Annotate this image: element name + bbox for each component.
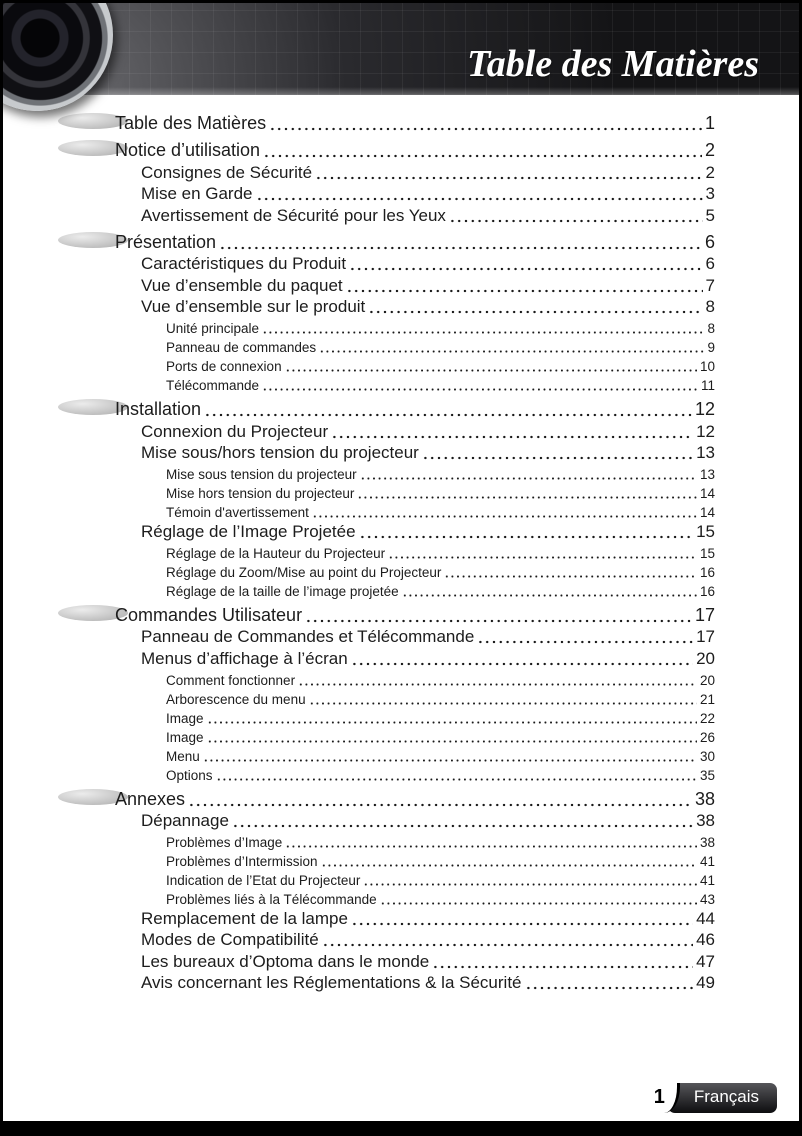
dot-leader xyxy=(322,942,693,948)
toc-entry-page: 41 xyxy=(699,873,715,888)
toc-entry xyxy=(3,274,715,296)
toc-entry-page: 12 xyxy=(696,421,715,441)
dot-leader xyxy=(477,639,693,645)
toc-entry xyxy=(3,745,715,764)
toc-entry xyxy=(3,501,715,520)
toc-entry-label: Les bureaux d’Optoma dans le monde xyxy=(141,951,430,971)
toc-entry xyxy=(3,463,715,482)
toc-entry-page: 7 xyxy=(705,275,715,295)
toc-entry-page: 14 xyxy=(699,505,715,520)
toc-entry-label: Table des Matières xyxy=(115,113,267,133)
toc-entry-page: 47 xyxy=(696,951,715,971)
page-title: Table des Matières xyxy=(466,43,759,85)
dot-leader xyxy=(432,964,693,970)
toc-entry-label: Avertissement de Sécurité pour les Yeux xyxy=(141,205,446,225)
toc-entry xyxy=(3,726,715,745)
toc-entry-page: 35 xyxy=(699,767,715,783)
toc-entry xyxy=(3,136,715,161)
toc-entry-label: Témoin d'avertissement xyxy=(166,505,309,520)
dot-leader xyxy=(262,329,704,335)
toc-entry-page: 20 xyxy=(696,648,715,668)
toc-entry-page: 13 xyxy=(696,443,715,462)
toc-entry-label: Mise sous tension du projecteur xyxy=(166,467,357,482)
toc-entry-label: Annexes xyxy=(115,788,186,809)
dot-leader xyxy=(319,348,704,354)
toc-entry-label: Indication de l’Etat du Projecteur xyxy=(166,873,361,888)
projector-lens-image xyxy=(0,0,113,111)
toc-entry-page: 22 xyxy=(699,710,715,726)
dot-leader xyxy=(298,681,697,687)
dot-leader xyxy=(359,534,694,540)
toc-entry xyxy=(3,183,715,205)
dot-leader xyxy=(309,700,697,706)
toc-entry-label: Problèmes d’Image xyxy=(166,835,283,850)
toc-entry xyxy=(3,228,715,253)
toc-entry xyxy=(3,888,715,907)
dot-leader xyxy=(263,153,702,159)
toc-entry-label: Présentation xyxy=(115,231,217,252)
toc-entry xyxy=(3,336,715,355)
toc-entry-label: Options xyxy=(166,767,213,783)
toc-entry-label: Problèmes liés à la Télécommande xyxy=(166,892,377,907)
toc-entry-label: Connexion du Projecteur xyxy=(141,421,329,441)
toc-entry-label: Dépannage xyxy=(141,811,229,830)
page-number: 1 xyxy=(648,1083,680,1113)
toc-entry xyxy=(3,161,715,183)
toc-entry xyxy=(3,929,715,951)
toc-entry-label: Télécommande xyxy=(166,378,260,393)
toc-entry xyxy=(3,626,715,648)
toc-entry xyxy=(3,785,715,810)
toc-entry-page: 6 xyxy=(705,254,715,273)
toc-entry-page: 12 xyxy=(694,399,715,419)
toc-entry xyxy=(3,972,715,994)
toc-entry-page: 38 xyxy=(694,788,715,809)
dot-leader xyxy=(380,900,697,906)
toc-entry-label: Commandes Utilisateur xyxy=(115,604,303,625)
toc-entry-label: Image xyxy=(166,710,204,726)
toc-entry-label: Comment fonctionner xyxy=(166,672,296,688)
dot-leader xyxy=(351,661,693,667)
toc-entry-label: Réglage du Zoom/Mise au point du Projecteur xyxy=(166,564,442,580)
toc-entry-page: 15 xyxy=(699,545,715,561)
toc-entry-page: 2 xyxy=(705,162,715,182)
toc-entry-label: Remplacement de la lampe xyxy=(141,908,348,928)
toc-entry xyxy=(3,831,715,850)
toc-entry-label: Mise hors tension du projecteur xyxy=(166,486,355,501)
toc-entry-page: 3 xyxy=(705,184,715,203)
dot-leader xyxy=(315,175,702,181)
toc-entry xyxy=(3,355,715,374)
dot-leader xyxy=(360,475,697,481)
toc-entry-label: Mise en Garde xyxy=(141,184,253,203)
toc-entry-label: Installation xyxy=(115,399,202,419)
toc-entry-page: 5 xyxy=(705,205,715,225)
toc-entry-page: 17 xyxy=(696,627,715,646)
dot-leader xyxy=(331,434,693,440)
toc-entry-page: 21 xyxy=(699,691,715,707)
toc-entry-page: 16 xyxy=(699,564,715,580)
dot-leader xyxy=(232,823,693,829)
toc-entry-label: Réglage de l’Image Projetée xyxy=(141,521,356,541)
toc-entry-label: Notice d’utilisation xyxy=(115,140,261,160)
toc-entry-page: 9 xyxy=(707,340,715,355)
toc-entry-label: Menu xyxy=(166,748,200,764)
toc-entry-page: 15 xyxy=(696,521,715,541)
toc-entry xyxy=(3,561,715,580)
toc-entry xyxy=(3,374,715,393)
toc-entry-label: Ports de connexion xyxy=(166,359,282,374)
toc-entry xyxy=(3,204,715,226)
toc-entry-label: Caractéristiques du Produit xyxy=(141,254,347,273)
dot-leader xyxy=(269,126,702,132)
dot-leader xyxy=(346,288,703,294)
toc-entry-label: Mise sous/hors tension du projecteur xyxy=(141,443,419,462)
toc-entry-page: 41 xyxy=(699,854,715,869)
toc-entry-page: 38 xyxy=(699,835,715,850)
toc-entry-page: 8 xyxy=(707,321,715,336)
dot-leader xyxy=(207,738,697,744)
toc-entry-page: 46 xyxy=(696,930,715,949)
toc-entry xyxy=(3,253,715,275)
dot-leader xyxy=(357,494,697,500)
toc-entry xyxy=(3,764,715,783)
dot-leader xyxy=(305,618,692,624)
toc-entry-label: Panneau de Commandes et Télécommande xyxy=(141,627,475,646)
dot-leader xyxy=(207,719,697,725)
toc-entry-page: 26 xyxy=(699,729,715,745)
toc-entry-page: 1 xyxy=(704,113,715,133)
dot-leader xyxy=(312,513,697,519)
dot-leader xyxy=(363,881,697,887)
toc-entry xyxy=(3,296,715,318)
dot-leader xyxy=(402,592,697,598)
toc-entry xyxy=(3,442,715,464)
dot-leader xyxy=(203,757,697,763)
dot-leader xyxy=(216,776,697,782)
toc-entry-page: 44 xyxy=(696,908,715,928)
page-header-banner xyxy=(3,3,799,95)
toc-entry-page: 14 xyxy=(699,486,715,501)
toc-entry-label: Menus d’affichage à l’écran xyxy=(141,648,348,668)
toc-entry xyxy=(3,669,715,688)
toc-entry xyxy=(3,482,715,501)
toc-entry-label: Avis concernant les Réglementations & la Sécurité xyxy=(141,973,522,992)
toc-entry xyxy=(3,317,715,336)
toc-entry xyxy=(3,542,715,561)
toc-entry-label: Modes de Compatibilité xyxy=(141,930,319,949)
toc-entry-label: Problèmes d’Intermission xyxy=(166,854,318,869)
toc-entry-page: 20 xyxy=(699,672,715,688)
toc-entry xyxy=(3,810,715,832)
dot-leader xyxy=(256,196,703,202)
dot-leader xyxy=(285,843,697,849)
toc-entry-page: 2 xyxy=(704,140,715,160)
toc-entry-label: Réglage de la taille de l’image projetée xyxy=(166,583,399,599)
toc-entry-label: Arborescence du menu xyxy=(166,691,306,707)
toc-entry-label: Image xyxy=(166,729,204,745)
dot-leader xyxy=(262,386,698,392)
toc-entry xyxy=(3,601,715,626)
bottom-black-bar xyxy=(0,1121,802,1136)
dot-leader xyxy=(204,412,692,418)
dot-leader xyxy=(388,554,697,560)
toc-entry-label: Vue d’ensemble sur le produit xyxy=(141,297,366,316)
toc-entry xyxy=(3,395,715,420)
dot-leader xyxy=(422,455,693,461)
toc-entry xyxy=(3,707,715,726)
toc-entry-page: 11 xyxy=(700,378,715,393)
toc-entry-page: 16 xyxy=(699,583,715,599)
dot-leader xyxy=(321,862,697,868)
toc-entry-page: 10 xyxy=(699,359,715,374)
toc-entry-label: Réglage de la Hauteur du Projecteur xyxy=(166,545,386,561)
toc-entry xyxy=(3,950,715,972)
toc-entry-page: 43 xyxy=(699,892,715,907)
toc-entry xyxy=(3,907,715,929)
toc-entry xyxy=(3,647,715,669)
dot-leader xyxy=(368,309,702,315)
dot-leader xyxy=(444,573,697,579)
toc-entry-label: Panneau de commandes xyxy=(166,340,317,355)
toc-entry xyxy=(3,109,715,134)
language-badge: Français xyxy=(668,1083,777,1113)
dot-leader xyxy=(351,921,693,927)
toc-entry-page: 6 xyxy=(704,231,715,252)
table-of-contents xyxy=(3,107,715,993)
toc-entry xyxy=(3,420,715,442)
toc-entry-page: 38 xyxy=(696,811,715,830)
toc-entry-page: 49 xyxy=(696,973,715,992)
toc-entry-page: 8 xyxy=(705,297,715,316)
toc-entry-page: 13 xyxy=(699,467,715,482)
page-footer xyxy=(648,1083,777,1113)
dot-leader xyxy=(219,245,702,251)
dot-leader xyxy=(449,218,703,224)
toc-entry-page: 30 xyxy=(699,748,715,764)
dot-leader xyxy=(525,985,694,991)
dot-leader xyxy=(285,367,697,373)
toc-entry xyxy=(3,869,715,888)
toc-entry xyxy=(3,520,715,542)
toc-entry xyxy=(3,580,715,599)
toc-entry-label: Consignes de Sécurité xyxy=(141,162,313,182)
toc-entry-label: Unité principale xyxy=(166,321,260,336)
toc-entry xyxy=(3,850,715,869)
toc-entry-page: 17 xyxy=(694,604,715,625)
toc-entry-label: Vue d’ensemble du paquet xyxy=(141,275,343,295)
dot-leader xyxy=(349,266,702,272)
toc-entry xyxy=(3,688,715,707)
dot-leader xyxy=(188,802,692,808)
